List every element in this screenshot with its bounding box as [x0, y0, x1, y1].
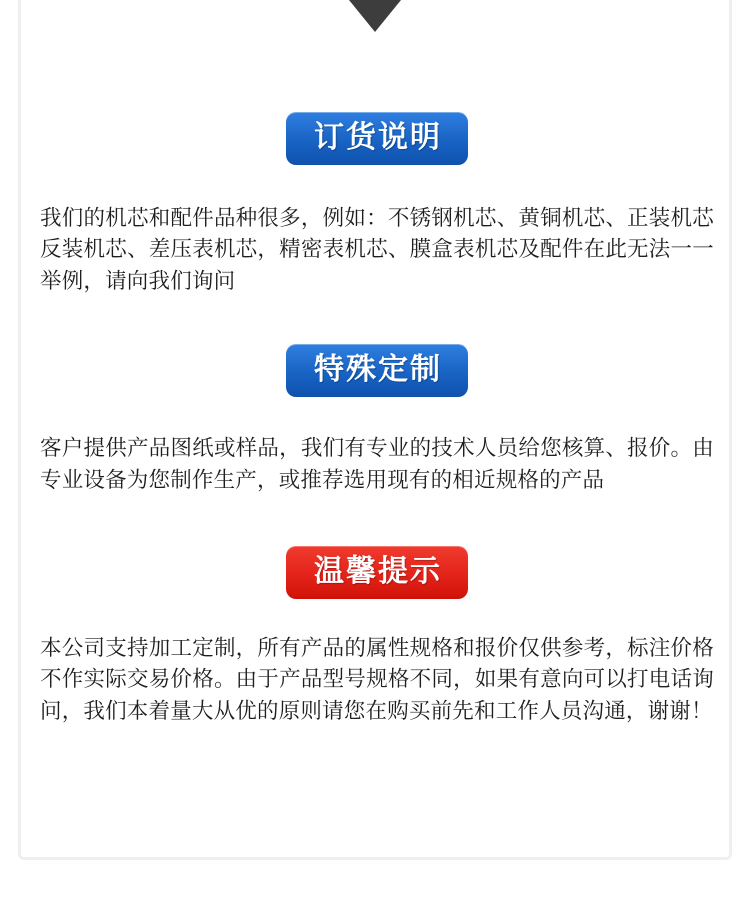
section-heading-row: [40, 546, 714, 599]
bottom-spacer: [40, 727, 714, 827]
section-body-tips: 本公司支持加工定制，所有产品的属性规格和报价仅供参考，标注价格不作实际交易价格。由于产品型号规格不同，如果有意向可以打电话询问，我们本着量大从优的原则请您在购买前先和工作人员沟通，谢谢！: [40, 635, 714, 723]
section-badge-ordering: 订货说明: [286, 112, 468, 165]
section-body-custom: 客户提供产品图纸或样品，我们有专业的技术人员给您核算、报价。由专业设备为您制作生产，或推荐选用现有的相近规格的产品: [40, 436, 714, 492]
section-custom-made: [40, 344, 714, 496]
content-column: [40, 0, 714, 827]
section-heading-row: [40, 112, 714, 165]
section-badge-custom: 特殊定制: [286, 344, 468, 397]
section-warm-tips: [40, 546, 714, 727]
section-ordering-notes: [40, 112, 714, 297]
section-badge-tips: 温馨提示: [286, 546, 468, 599]
section-heading-row: [40, 344, 714, 397]
section-body-ordering: 我们的机芯和配件品种很多，例如：不锈钢机芯、黄铜机芯、正装机芯反装机芯、差压表机芯，精密表机芯、膜盒表机芯及配件在此无法一一举例，请向我们询问: [40, 206, 714, 293]
